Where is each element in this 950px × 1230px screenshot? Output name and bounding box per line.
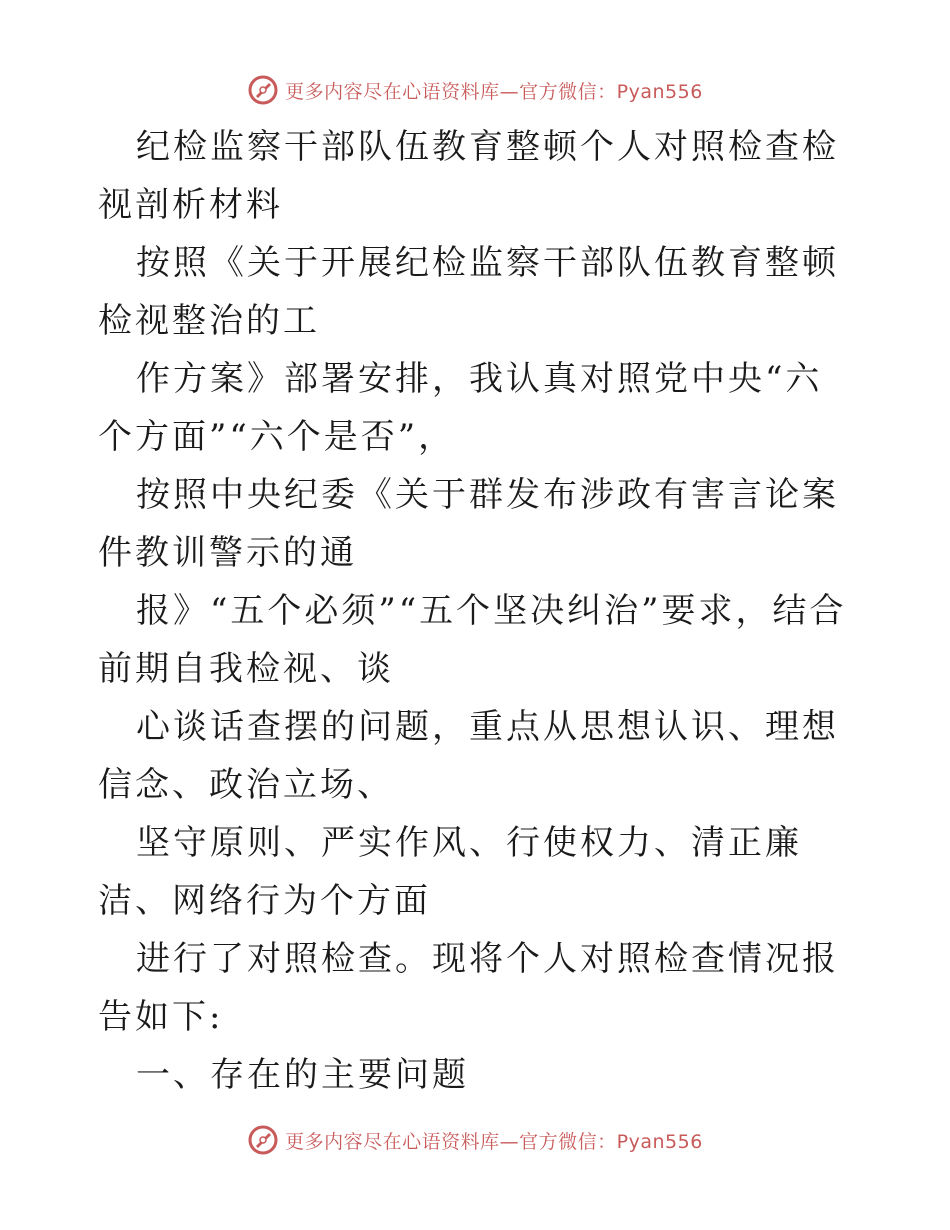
paragraph: 进行了对照检查。现将个人对照检查情况报告如下: xyxy=(98,939,839,1037)
paragraph: 坚守原则、严实作风、行使权力、清正廉洁、网络行为个方面 xyxy=(98,823,802,921)
watermark-text: 更多内容尽在心语资料库—官方微信：Pyan556 xyxy=(285,80,703,103)
paragraph: 按照中央纪委《关于群发布涉政有害言论案件教训警示的通 xyxy=(98,475,839,573)
footer-watermark xyxy=(0,1120,950,1160)
paragraph-title: 纪检监察干部队伍教育整顿个人对照检查检视剖析材料 xyxy=(98,127,839,225)
paragraph: 心谈话查摆的问题，重点从思想认识、理想信念、政治立场、 xyxy=(98,707,839,805)
seal-logo-icon xyxy=(247,1124,279,1156)
document-body xyxy=(98,118,858,1104)
section-heading: 一、存在的主要问题 xyxy=(136,1055,469,1095)
watermark-banner xyxy=(247,74,703,106)
paragraph: 作方案》部署安排，我认真对照党中央“六个方面”“六个是否”， xyxy=(98,359,823,457)
seal-logo-icon xyxy=(247,74,279,106)
header-watermark xyxy=(0,70,950,110)
watermark-text: 更多内容尽在心语资料库—官方微信：Pyan556 xyxy=(285,1130,703,1153)
paragraph: 报》“五个必须”“五个坚决纠治”要求，结合前期自我检视、谈 xyxy=(98,591,847,689)
watermark-banner xyxy=(247,1124,703,1156)
paragraph: 按照《关于开展纪检监察干部队伍教育整顿检视整治的工 xyxy=(98,243,839,341)
